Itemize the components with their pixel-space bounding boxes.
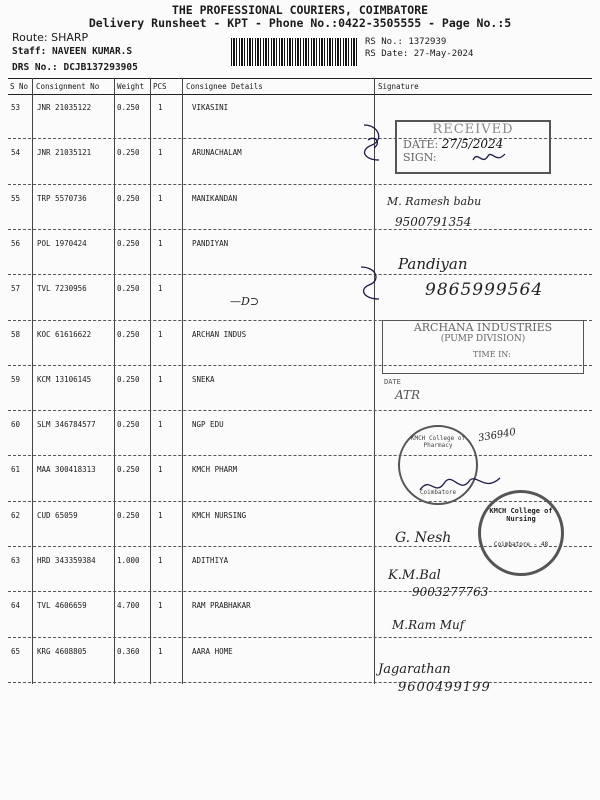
signature-65-phone: 9600499199 [398, 680, 491, 695]
received-stamp-title: RECEIVED [432, 122, 514, 137]
col-header-pcs: PCS [153, 82, 167, 91]
col-header-sno: S No [10, 82, 29, 91]
row-sno: 57 [11, 284, 21, 293]
row-pcs: 1 [158, 511, 163, 520]
row-consignment: POL 1970424 [37, 239, 87, 248]
signature-60: 336940 [477, 426, 517, 445]
col-divider [150, 78, 151, 684]
drs-number: DRS No.: DCJB137293905 [12, 62, 138, 73]
row-consignment: TRP 5570736 [37, 194, 87, 203]
signature-62: G. Nesh [395, 530, 452, 546]
row-weight: 0.250 [117, 194, 140, 203]
row-weight: 0.250 [117, 420, 140, 429]
row-divider [8, 410, 592, 411]
row-weight: 4.700 [117, 601, 140, 610]
archana-industries-stamp [382, 320, 584, 374]
row-weight: 0.250 [117, 103, 140, 112]
signature-63-phone: 9003277763 [412, 585, 489, 599]
archana-stamp-time: TIME IN: [473, 350, 511, 359]
signature-55-name: M. Ramesh babu [387, 195, 482, 208]
row-consignment: TVL 7230956 [37, 284, 87, 293]
row-sno: 60 [11, 420, 21, 429]
row-weight: 0.250 [117, 330, 140, 339]
row-consignee: ARUNACHALAM [192, 148, 242, 157]
row-consignment: KCM 13106145 [37, 375, 92, 384]
row-consignee: KMCH NURSING [192, 511, 247, 520]
kmch-pharmacy-seal-text: KMCH College of Pharmacy [410, 435, 466, 449]
row-pcs: 1 [158, 239, 163, 248]
row-divider [8, 229, 592, 230]
row-consignment: JNR 21035121 [37, 148, 92, 157]
row-sno: 64 [11, 601, 21, 610]
col-header-consignee: Consignee Details [186, 82, 263, 91]
kmch-pharmacy-seal-city: Coimbatore [419, 489, 457, 496]
row-pcs: 1 [158, 284, 163, 293]
row-consignment: HRD 343359384 [37, 556, 96, 565]
row-sno: 59 [11, 375, 21, 384]
row-consignment: TVL 4606659 [37, 601, 87, 610]
row-consignee: MANIKANDAN [192, 194, 238, 203]
row-consignee: ADITHIYA [192, 556, 229, 565]
kmch-nursing-seal [478, 490, 564, 576]
row-weight: 1.000 [117, 556, 140, 565]
row-divider [8, 184, 592, 185]
row-consignee: ARCHAN INDUS [192, 330, 247, 339]
row-consignee: VIKASINI [192, 103, 229, 112]
row-pcs: 1 [158, 194, 163, 203]
col-header-signature: Signature [378, 82, 419, 91]
row-consignment: JNR 21035122 [37, 103, 92, 112]
row-sno: 54 [11, 148, 21, 157]
row-consignment: SLM 346784577 [37, 420, 96, 429]
archana-stamp-date: DATE [384, 378, 401, 386]
row-consignee: SNEKA [192, 375, 215, 384]
row-consignee: NGP EDU [192, 420, 224, 429]
row-pcs: 1 [158, 556, 163, 565]
row-weight: 0.250 [117, 148, 140, 157]
route-label: Route: SHARP [12, 31, 89, 44]
row-consignee: AARA HOME [192, 647, 233, 656]
row-pcs: 1 [158, 330, 163, 339]
received-sign-label: SIGN: [403, 151, 437, 164]
rs-number: RS No.: 1372939 [365, 37, 447, 47]
archana-stamp-division: (PUMP DIVISION) [440, 334, 526, 344]
row-sno: 63 [11, 556, 21, 565]
col-divider [374, 78, 375, 684]
signature-57-mark: —D⊃ [230, 295, 260, 308]
archana-stamp-title: ARCHANA INDUSTRIES [413, 321, 553, 334]
row-sno: 65 [11, 647, 21, 656]
signature-scribble [354, 120, 394, 165]
received-date-label: DATE: [403, 138, 439, 151]
row-pcs: 1 [158, 647, 163, 656]
col-divider [114, 78, 115, 684]
row-divider [8, 455, 592, 456]
staff-label: Staff: NAVEEN KUMAR.S [12, 46, 133, 57]
col-divider [32, 78, 33, 684]
row-sno: 62 [11, 511, 21, 520]
col-header-consignment: Consignment No [36, 82, 100, 91]
company-name: THE PROFESSIONAL COURIERS, COIMBATORE [171, 3, 429, 17]
row-sno: 55 [11, 194, 21, 203]
row-pcs: 1 [158, 420, 163, 429]
row-divider [8, 591, 592, 592]
col-header-weight: Weight [117, 82, 145, 91]
row-consignment: KRG 4608805 [37, 647, 87, 656]
table-header-rule [8, 94, 592, 95]
kmch-nursing-seal-city: Coimbatore - 48 [493, 541, 549, 548]
signature-64: M.Ram Muf [392, 618, 465, 632]
signature-55-phone: 9500791354 [395, 215, 472, 229]
row-consignee: PANDIYAN [192, 239, 229, 248]
row-consignment: MAA 300418313 [37, 465, 96, 474]
row-consignment: KOC 61616622 [37, 330, 92, 339]
signature-scribble [470, 148, 510, 168]
row-divider [8, 682, 592, 683]
row-sno: 56 [11, 239, 21, 248]
signature-scribble [415, 470, 505, 500]
row-pcs: 1 [158, 148, 163, 157]
received-date-value: 27/5/2024 [441, 137, 504, 151]
table-top-rule [8, 78, 592, 79]
row-pcs: 1 [158, 601, 163, 610]
barcode [231, 38, 359, 66]
runsheet-title [0, 4, 600, 30]
row-weight: 0.250 [117, 239, 140, 248]
signature-56-name: Pandiyan [398, 255, 468, 273]
row-divider [8, 274, 592, 275]
row-weight: 0.360 [117, 647, 140, 656]
row-weight: 0.250 [117, 284, 140, 293]
signature-63-name: K.M.Bal [388, 568, 441, 583]
rs-date: RS Date: 27-May-2024 [365, 49, 474, 59]
row-consignee: KMCH PHARM [192, 465, 238, 474]
row-sno: 61 [11, 465, 21, 474]
signature-scribble [355, 263, 387, 303]
row-weight: 0.250 [117, 511, 140, 520]
row-pcs: 1 [158, 103, 163, 112]
row-consignee: RAM PRABHAKAR [192, 601, 251, 610]
signature-59: ATR [395, 388, 421, 402]
row-divider [8, 637, 592, 638]
row-consignment: CUD 65059 [37, 511, 78, 520]
row-weight: 0.250 [117, 465, 140, 474]
runsheet-subtitle: Delivery Runsheet - KPT - Phone No.:0422-3505555 - Page No.:5 [88, 16, 512, 30]
row-sno: 58 [11, 330, 21, 339]
signature-65-name: Jagarathan [378, 662, 451, 677]
row-pcs: 1 [158, 375, 163, 384]
row-sno: 53 [11, 103, 21, 112]
row-pcs: 1 [158, 465, 163, 474]
row-weight: 0.250 [117, 375, 140, 384]
signature-56-phone: 9865999564 [425, 280, 544, 300]
col-divider [182, 78, 183, 684]
kmch-nursing-seal-text: KMCH College of Nursing [489, 507, 553, 523]
